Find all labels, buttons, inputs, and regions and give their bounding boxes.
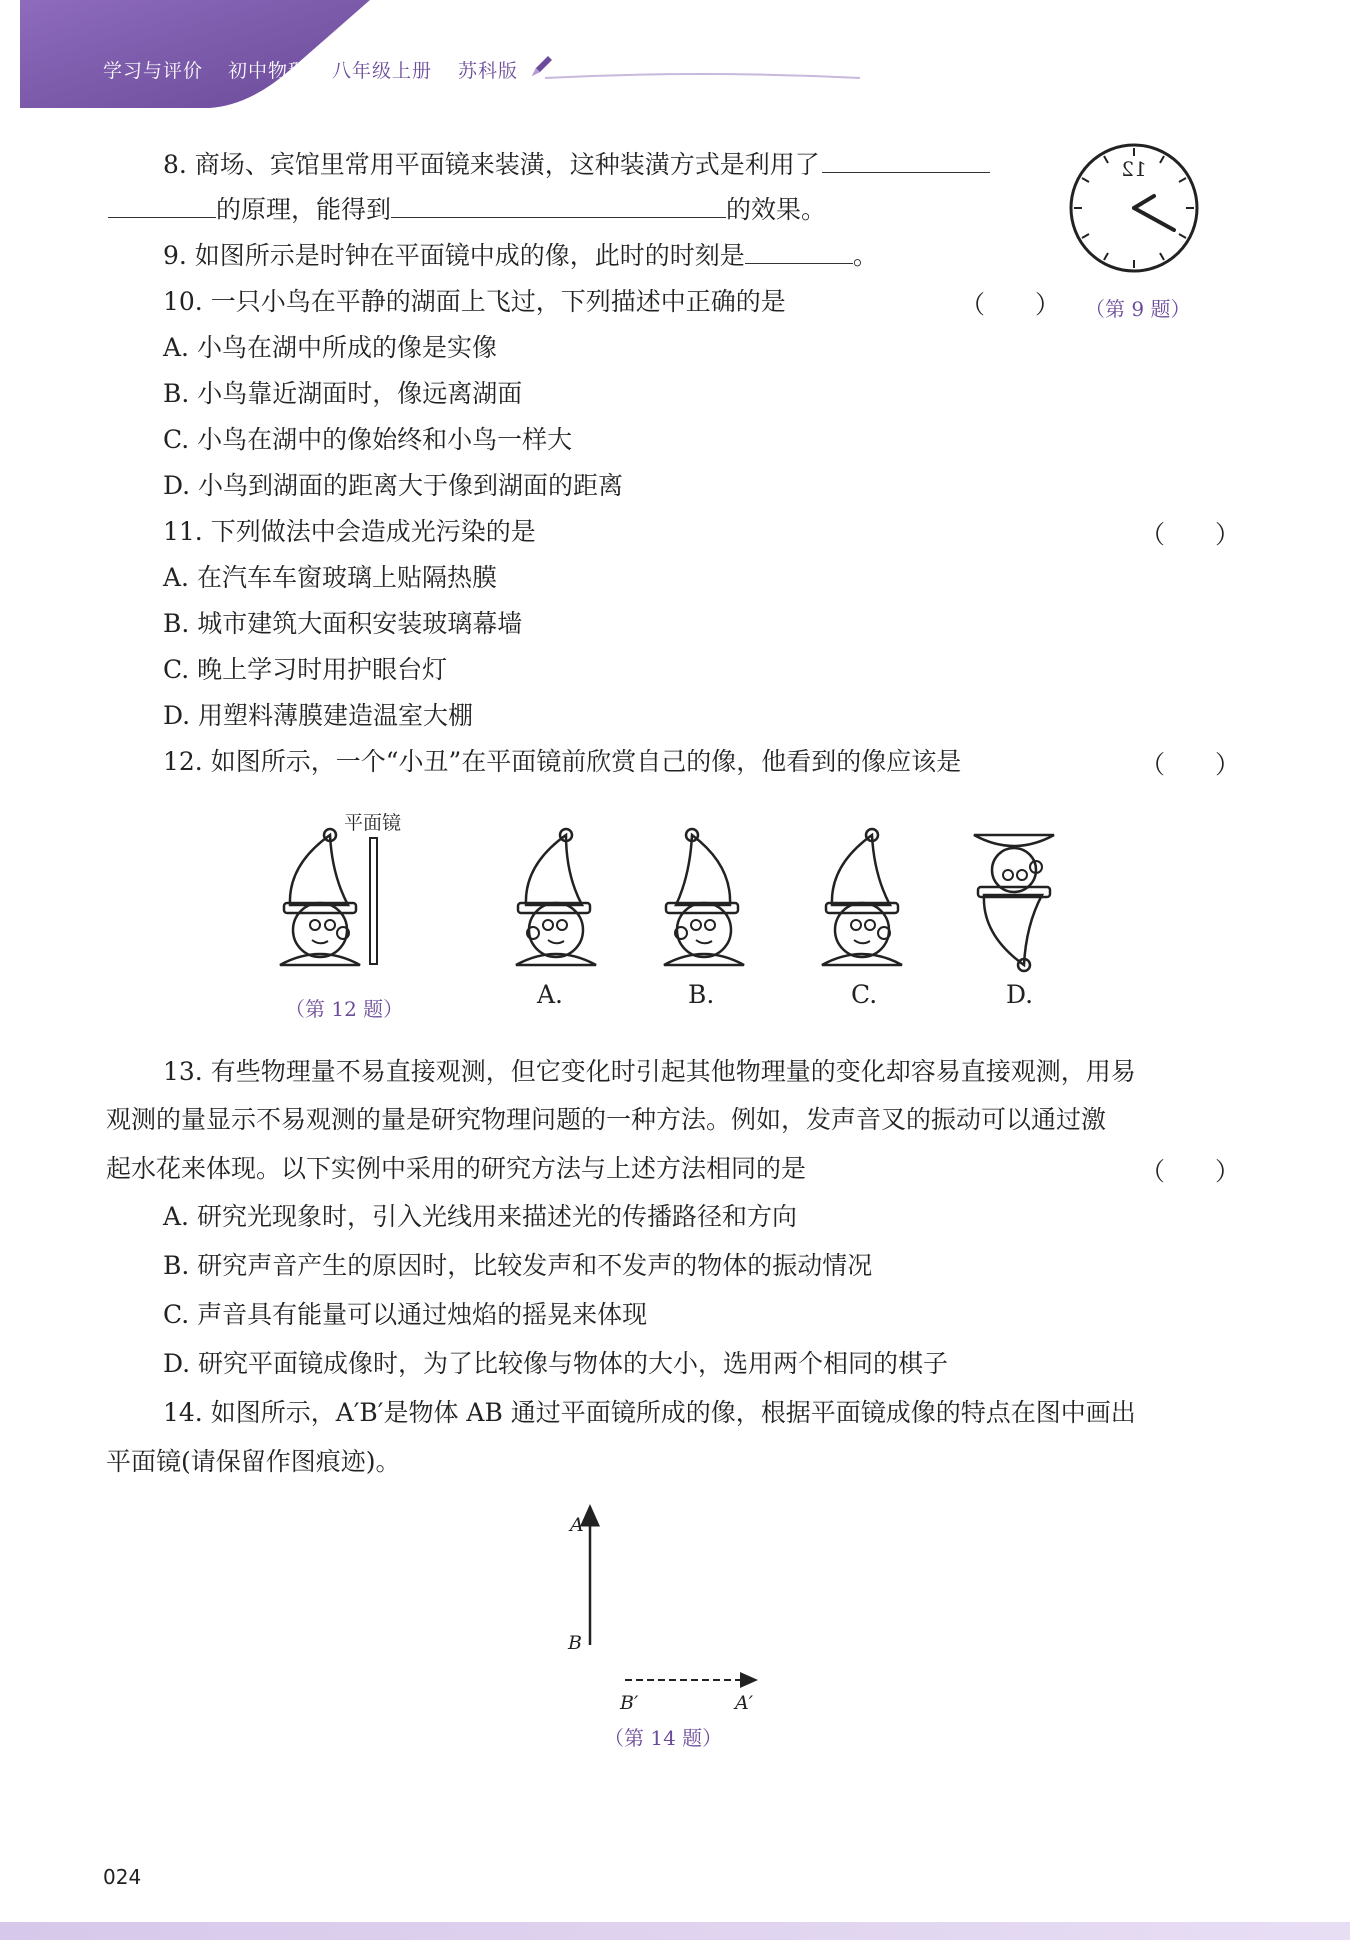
q11-option-a[interactable]: A. 在汽车车窗玻璃上贴隔热膜	[163, 563, 497, 592]
q11-option-d[interactable]: D. 用塑料薄膜建造温室大棚	[163, 701, 474, 730]
page-number: 024	[103, 1865, 142, 1889]
header-grade: 八年级上册	[332, 60, 433, 82]
q11-option-c[interactable]: C. 晚上学习时用护眼台灯	[163, 655, 448, 684]
footer-stripe	[0, 1918, 1350, 1949]
q14-label-b: B	[568, 1632, 582, 1654]
q8-line1: 8. 商场、宾馆里常用平面镜来装潢，这种装潢方式是利用了	[163, 148, 990, 182]
q10-option-b[interactable]: B. 小鸟靠近湖面时，像远离湖面	[163, 379, 523, 408]
q14-label-a-prime: A′	[735, 1692, 754, 1714]
q12-option-d-label[interactable]: D.	[1006, 980, 1034, 1009]
q11-stem: 11. 下列做法中会造成光污染的是	[163, 517, 536, 546]
q13-option-d[interactable]: D. 研究平面镜成像时，为了比较像与物体的大小，选用两个相同的棋子	[163, 1349, 949, 1378]
q13-line2: 观测的量显示不易观测的量是研究物理问题的一种方法。例如，发声音叉的振动可以通过激	[106, 1105, 1107, 1134]
q12-stem: 12. 如图所示，一个“小丑”在平面镜前欣赏自己的像，他看到的像应该是	[163, 747, 962, 776]
q11-option-b[interactable]: B. 城市建筑大面积安装玻璃幕墙	[163, 609, 523, 638]
header-series: 学习与评价	[103, 60, 204, 82]
q12-caption: （第 12 题）	[285, 997, 404, 1021]
header-subject: 初中物理	[228, 60, 309, 82]
header-edition: 苏科版	[458, 60, 519, 82]
q12-option-b-label[interactable]: B.	[688, 980, 715, 1009]
q12-option-a-figure[interactable]	[500, 825, 610, 975]
q11-answer-paren[interactable]: （ ）	[1140, 520, 1241, 549]
q10-option-c[interactable]: C. 小鸟在湖中的像始终和小鸟一样大	[163, 425, 573, 454]
q12-option-c-figure[interactable]	[810, 825, 920, 975]
q12-option-a-label[interactable]: A.	[537, 980, 564, 1009]
q14-figure	[560, 1500, 860, 1730]
q13-option-a[interactable]: A. 研究光现象时，引入光线用来描述光的传播路径和方向	[163, 1202, 797, 1231]
q8-blank1[interactable]	[822, 148, 990, 173]
clock-numeral: 12	[1121, 157, 1147, 181]
q9-caption: （第 9 题）	[1085, 297, 1191, 321]
q12-option-c-label[interactable]: C.	[851, 980, 878, 1009]
q8-line2: 的原理，能得到 的效果。	[108, 193, 826, 227]
q12-answer-paren[interactable]: （ ）	[1140, 750, 1241, 779]
q14-label-b-prime: B′	[620, 1692, 639, 1714]
q14-caption: （第 14 题）	[604, 1726, 723, 1750]
q12-plane-mirror	[368, 838, 380, 968]
pencil-icon	[528, 54, 554, 80]
q9-blank[interactable]	[745, 239, 853, 264]
q12-mirror-label: 平面镜	[344, 812, 402, 834]
q10-answer-paren[interactable]: （ ）	[960, 290, 1061, 319]
q13-option-c[interactable]: C. 声音具有能量可以通过烛焰的摇晃来体现	[163, 1300, 648, 1329]
q10-option-d[interactable]: D. 小鸟到湖面的距离大于像到湖面的距离	[163, 471, 624, 500]
q8-blank1-cont[interactable]	[108, 193, 216, 218]
q14-line1: 14. 如图所示，A′B′是物体 AB 通过平面镜所成的像，根据平面镜成像的特点在图中画出	[163, 1398, 1136, 1427]
q14-label-a: A	[570, 1514, 584, 1536]
q13-answer-paren[interactable]: （ ）	[1140, 1157, 1241, 1186]
q13-line1: 13. 有些物理量不易直接观测，但它变化时引起其他物理量的变化却容易直接观测，用易	[163, 1057, 1136, 1086]
q10-stem: 10. 一只小鸟在平静的湖面上飞过，下列描述中正确的是	[163, 287, 786, 316]
q13-line3: 起水花来体现。以下实例中采用的研究方法与上述方法相同的是	[106, 1154, 807, 1183]
q9-line: 9. 如图所示是时钟在平面镜中成的像，此时的时刻是 。	[163, 241, 878, 270]
mirrored-clock-figure	[1066, 140, 1206, 280]
q12-option-b-figure[interactable]	[648, 825, 758, 975]
q14-line2: 平面镜(请保留作图痕迹)。	[106, 1447, 401, 1476]
q12-option-d-figure[interactable]	[962, 825, 1072, 975]
q10-option-a[interactable]: A. 小鸟在湖中所成的像是实像	[163, 333, 497, 362]
q13-option-b[interactable]: B. 研究声音产生的原因时，比较发声和不发声的物体的振动情况	[163, 1251, 873, 1280]
q8-blank2[interactable]	[391, 193, 726, 218]
